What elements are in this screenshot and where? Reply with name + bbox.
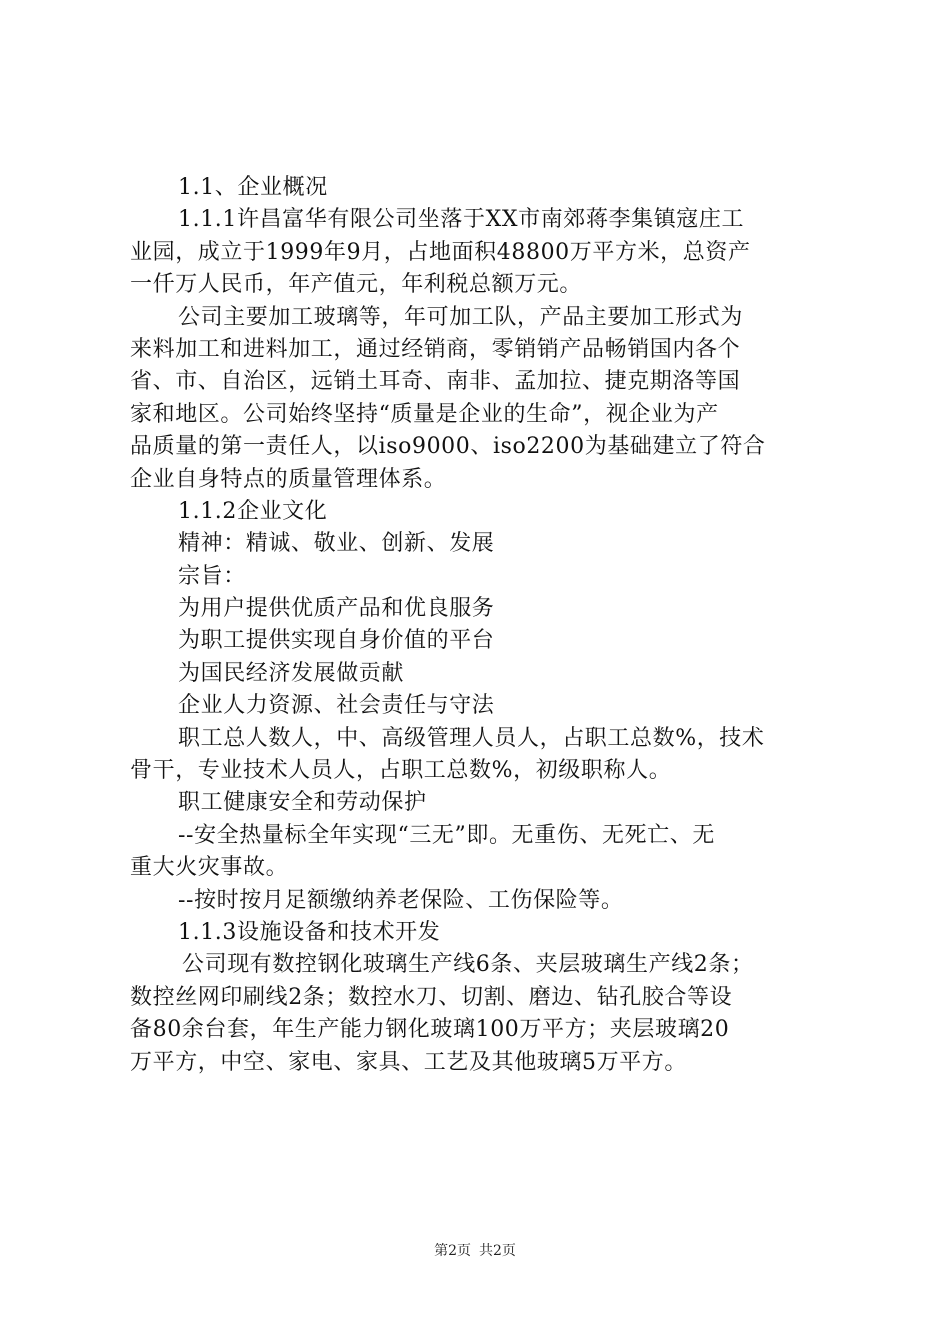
- paragraph-line: 省、市、自治区，远销土耳奇、南非、孟加拉、捷克期洛等国: [130, 369, 741, 395]
- paragraph-line: 骨干，专业技术人员人，占职工总数%，初级职称人。: [130, 758, 672, 784]
- paragraph-line: 为用户提供优质产品和优良服务: [178, 596, 495, 622]
- paragraph-line: --按时按月足额缴纳养老保险、工伤保险等。: [178, 887, 624, 913]
- section-heading-facilities: 1.1.3设施设备和技术开发: [178, 919, 441, 945]
- paragraph-line: 1.1.1许昌富华有限公司坐落于XX市南郊蒋李集镇寇庄工: [178, 207, 745, 233]
- paragraph-line: 数控丝网印刷线2条；数控水刀、切割、磨边、钻孔胶合等设: [130, 984, 733, 1010]
- paragraph-line: 企业人力资源、社会责任与守法: [178, 693, 495, 719]
- page-number: 第2页: [434, 1243, 471, 1259]
- document-body: [130, 172, 830, 1079]
- paragraph-line: --安全热量标全年实现“三无”即。无重伤、无死亡、无: [178, 822, 715, 848]
- paragraph-line: 职工总人数人，中、高级管理人员人，占职工总数%，技术: [178, 725, 765, 751]
- paragraph-line: 为职工提供实现自身价值的平台: [178, 628, 495, 654]
- section-heading-company-overview: 1.1、企业概况: [178, 175, 328, 200]
- paragraph-line: 品质量的第一责任人，以iso9000、iso2200为基础建立了符合: [130, 434, 766, 460]
- paragraph-line: 职工健康安全和劳动保护: [178, 790, 427, 816]
- paragraph-line: 一仟万人民币，年产值元，年利税总额万元。: [130, 272, 583, 298]
- paragraph-line: 业园，成立于1999年9月，占地面积48800万平方米，总资产: [130, 239, 751, 265]
- paragraph-line: 宗旨：: [178, 563, 246, 589]
- paragraph-line: 备80余台套，年生产能力钢化玻璃100万平方；夹层玻璃20: [130, 1017, 730, 1043]
- paragraph-line: 公司现有数控钢化玻璃生产线6条、夹层玻璃生产线2条；: [182, 952, 754, 978]
- paragraph-line: 来料加工和进料加工，通过经销商，零销销产品畅销国内各个: [130, 336, 741, 362]
- page-total: 共2页: [479, 1243, 516, 1259]
- page-footer: [0, 1241, 950, 1261]
- paragraph-line: 为国民经济发展做贡献: [178, 660, 405, 686]
- paragraph-line: 家和地区。公司始终坚持“质量是企业的生命”，视企业为产: [130, 401, 719, 427]
- paragraph-line: 重大火灾事故。: [130, 855, 289, 881]
- paragraph-line: 万平方，中空、家电、家具、工艺及其他玻璃5万平方。: [130, 1049, 687, 1075]
- paragraph-line: 精神：精诚、敬业、创新、发展: [178, 531, 495, 557]
- paragraph-line: 公司主要加工玻璃等，年可加工队，产品主要加工形式为: [178, 304, 744, 330]
- section-heading-corporate-culture: 1.1.2企业文化: [178, 498, 328, 524]
- paragraph-line: 企业自身特点的质量管理体系。: [130, 466, 447, 492]
